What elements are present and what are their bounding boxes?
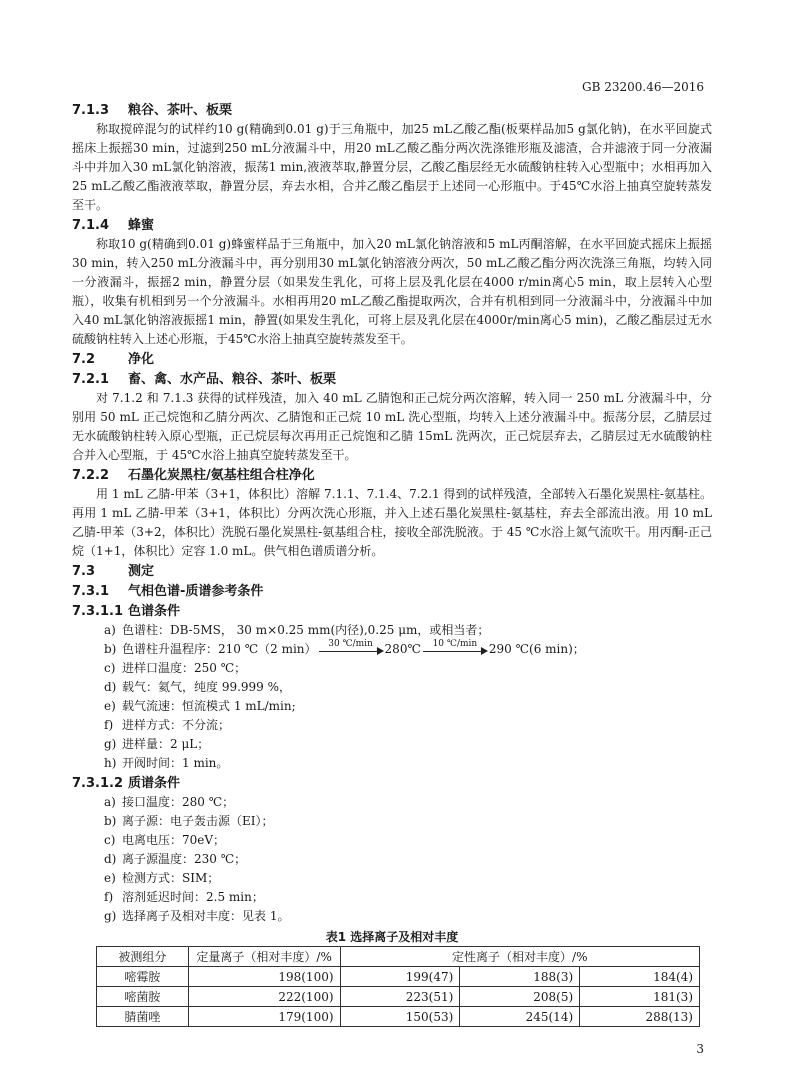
list-item: e) 载气流速：恒流模式 1 mL/min; bbox=[104, 699, 296, 713]
paragraph-7-2-2: 用 1 mL 乙腈-甲苯（3+1，体积比）溶解 7.1.1、7.1.4、7.2.1 得到的试样残渣，全部转入石墨化炭黑柱-氨基柱。再用 1 mL 乙腈-甲苯（3+1，体积比）分两次洗心形瓶，并入上述石墨化炭黑柱-氨基柱，弃去全部流出液。用 10 mL 乙腈-甲苯（3+2，体积比）洗脱石墨化炭黑柱-氨基组合柱，接收全部洗脱液。于 45 ℃水浴上氮气流吹干。用丙酮-正己烷（1+1，体积比）定容 1.0 mL。供气相色谱质谱分析。 bbox=[72, 487, 713, 558]
list-item: a) 色谱柱：DB-5MS， 30 m×0.25 mm(内径),0.25 μm，或相当者； bbox=[104, 623, 490, 637]
arrow-head bbox=[481, 647, 488, 655]
table-caption: 表1 选择离子及相对丰度 bbox=[325, 930, 459, 944]
section-heading-7-3-1-2: 7.3.1.2 质谱条件 bbox=[72, 776, 181, 791]
table-row bbox=[97, 987, 700, 1007]
arrow-line bbox=[319, 651, 378, 652]
table-cell: 179(100) bbox=[188, 1007, 340, 1027]
temperature-rate-arrow bbox=[421, 640, 489, 659]
table-cell: 嘧霉胺 bbox=[97, 967, 189, 987]
table-cell: 199(47) bbox=[340, 967, 460, 987]
table-cell: 222(100) bbox=[188, 987, 340, 1007]
page-number: 3 bbox=[696, 1042, 704, 1056]
rate-label: 30 ℃/min bbox=[328, 639, 373, 649]
table-cell: 181(3) bbox=[580, 987, 700, 1007]
list-item: d) 载气：氦气，纯度 99.999 %， bbox=[104, 680, 292, 694]
list-item: f) 进样方式：不分流； bbox=[104, 718, 231, 732]
table-cell: 150(53) bbox=[340, 1007, 460, 1027]
table-row bbox=[97, 1007, 700, 1027]
arrow-line bbox=[423, 651, 482, 652]
document-body bbox=[72, 100, 712, 1027]
list-item: d) 离子源温度：230 ℃； bbox=[104, 852, 247, 866]
list-item: f) 溶剂延迟时间：2.5 min； bbox=[104, 890, 264, 904]
column-header: 定性离子（相对丰度）/% bbox=[340, 947, 699, 967]
table-header-row bbox=[97, 947, 700, 967]
section-heading-7-2: 7.2 净化 bbox=[72, 352, 155, 367]
list-item: h) 开阀时间：1 min。 bbox=[104, 756, 229, 770]
section-heading-7-3-1-1: 7.3.1.1 色谱条件 bbox=[72, 604, 181, 619]
table-cell: 288(13) bbox=[580, 1007, 700, 1027]
chromatography-conditions-list bbox=[72, 621, 712, 773]
standard-number: GB 23200.46—2016 bbox=[581, 80, 704, 94]
section-heading-7-3: 7.3 测定 bbox=[72, 564, 155, 579]
paragraph-7-1-3: 称取搅碎混匀的试样约10 g(精确到0.01 g)于三角瓶中，加25 mL乙酸乙酯(板栗样品加5 g氯化钠)，在水平回旋式摇床上振摇30 min，过滤到250 mL分液漏斗中，用20 mL乙酸乙酯分两次洗涤锥形瓶及滤渣，合并滤液于同一分液漏斗中并加入30 mL氯化钠溶液，振荡1 min,液液萃取,静置分层，乙酸乙酯层经无水硫酸钠柱转入心型瓶中；水相再加入25 mL乙酸乙酯液液萃取，静置分层，弃去水相，合并乙酸乙酯层于上述同一心形瓶中。于45℃水浴上抽真空旋转蒸发至干。 bbox=[72, 122, 712, 212]
column-header: 被测组分 bbox=[97, 947, 189, 967]
list-item: b) 离子源：电子轰击源（EI）； bbox=[104, 814, 274, 828]
mass-spec-conditions-list bbox=[72, 793, 712, 926]
temperature-program-item: b) 色谱柱升温程序：210 ℃（2 min） 30 ℃/min 280℃ 10 ℃/min 290 ℃(6 min)； bbox=[72, 640, 712, 659]
list-item: a) 接口温度：280 ℃； bbox=[104, 795, 235, 809]
arrow-head bbox=[377, 647, 384, 655]
list-item: g) 选择离子及相对丰度：见表 1。 bbox=[104, 909, 290, 923]
section-heading-7-1-3: 7.1.3 粮谷、茶叶、板栗 bbox=[72, 103, 233, 118]
list-item: c) 进样口温度：250 ℃； bbox=[104, 661, 247, 675]
table-cell: 245(14) bbox=[460, 1007, 580, 1027]
section-heading-7-2-1: 7.2.1 畜、禽、水产品、粮谷、茶叶、板栗 bbox=[72, 372, 337, 387]
table-cell: 腈菌唑 bbox=[97, 1007, 189, 1027]
rate-label: 10 ℃/min bbox=[432, 639, 478, 649]
temperature-rate-arrow bbox=[317, 640, 385, 659]
ion-abundance-table bbox=[96, 946, 700, 1027]
list-item: g) 进样量：2 μL； bbox=[104, 737, 210, 751]
column-header: 定量离子（相对丰度）/% bbox=[188, 947, 340, 967]
section-heading-7-2-2: 7.2.2 石墨化炭黑柱/氨基柱组合柱净化 bbox=[72, 468, 315, 483]
table-cell: 184(4) bbox=[580, 967, 700, 987]
table-row bbox=[97, 967, 700, 987]
list-item: e) 检测方式：SIM； bbox=[104, 871, 220, 885]
paragraph-7-1-4: 称取10 g(精确到0.01 g)蜂蜜样品于三角瓶中，加入20 mL氯化钠溶液和5 mL丙酮溶解，在水平回旋式摇床上振摇30 min，转入250 mL分液漏斗中，再分别用30 mL氯化钠溶液分两次，50 mL乙酸乙酯分两次洗涤三角瓶，均转入同一分液漏斗，振摇2 min，静置分层（如果发生乳化，可将上层及乳化层在4000 r/min离心5 min，取上层转入心型瓶），收集有机相到另一个分液漏斗。水相再用20 mL乙酸乙酯提取两次，合并有机相到同一分液漏斗中，分液漏斗中加入40 mL氯化钠溶液振摇1 min，静置(如果发生乳化，可将上层及乳化层在4000r/min离心5 min)，乙酸乙酯层过无水硫酸钠柱转入上述心形瓶，于45℃水浴上抽真空旋转蒸发至干。 bbox=[72, 237, 712, 346]
table-cell: 188(3) bbox=[460, 967, 580, 987]
section-heading-7-3-1: 7.3.1 气相色谱-质谱参考条件 bbox=[72, 584, 264, 599]
section-heading-7-1-4: 7.1.4 蜂蜜 bbox=[72, 218, 155, 233]
table-cell: 198(100) bbox=[188, 967, 340, 987]
paragraph-7-2-1: 对 7.1.2 和 7.1.3 获得的试样残渣，加入 40 mL 乙腈饱和正己烷分两次溶解，转入同一 250 mL 分液漏斗中，分别用 50 mL 正己烷饱和乙腈分两次、乙腈饱和正己烷 10 mL 洗心型瓶，均转入上述分液漏斗中。振荡分层，乙腈层过无水硫酸钠柱转入原心型瓶，正己烷层每次再用正己烷饱和乙腈 15mL 洗两次，正己烷层弃去，乙腈层过无水硫酸钠柱合并入心型瓶，于 45℃水浴上抽真空旋转蒸发至干。 bbox=[72, 391, 712, 462]
table-cell: 223(51) bbox=[340, 987, 460, 1007]
table-cell: 208(5) bbox=[460, 987, 580, 1007]
table-cell: 嘧菌胺 bbox=[97, 987, 189, 1007]
list-item: c) 电离电压：70eV； bbox=[104, 833, 226, 847]
